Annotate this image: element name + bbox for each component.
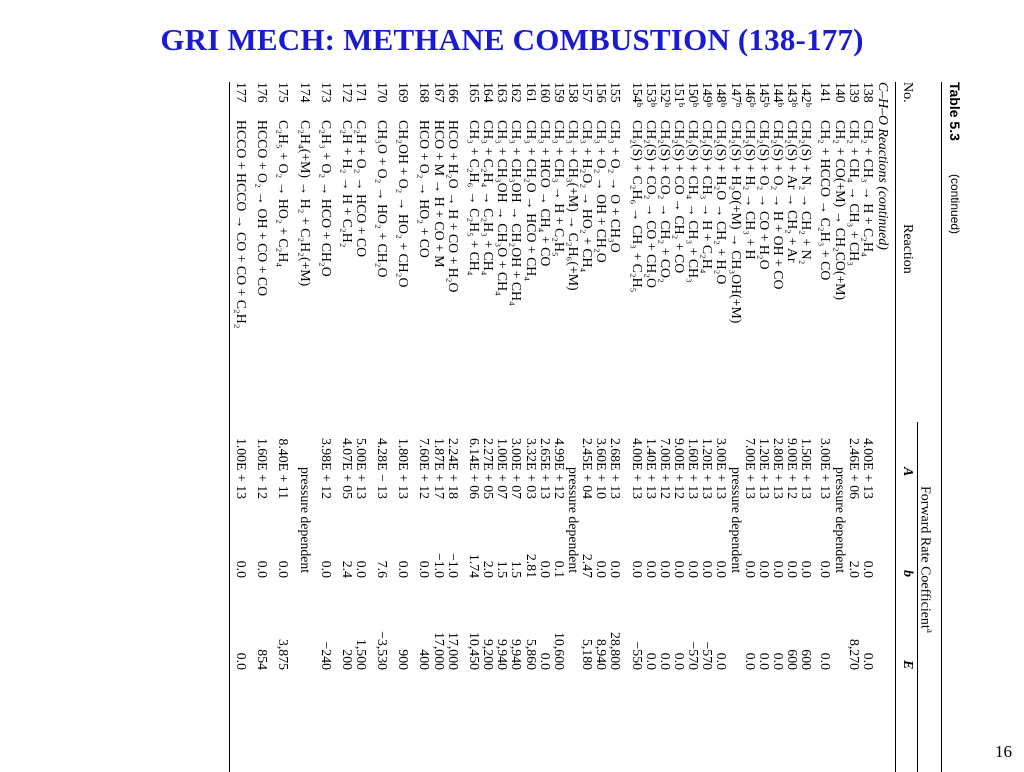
rotated-table [26, 82, 968, 772]
rate-coefficient-a: 7.60E + 12 [417, 437, 433, 499]
rate-coefficient-e: 0.0 [861, 652, 876, 670]
reaction-number: 139 [846, 82, 862, 103]
table-row [355, 82, 368, 772]
rate-coefficient-a: 4.28E − 13 [375, 437, 391, 499]
reaction-equation: C₂H + O₂ → HCO + CO [354, 120, 370, 258]
table-row [567, 82, 580, 772]
rate-coefficient-b: 7.6 [375, 560, 391, 578]
rate-coefficient-e: 28,800 [608, 632, 624, 670]
reaction-equation: CH₃ + C₂H₆ → C₂H₅ + CH₄ [467, 120, 482, 276]
table-row [610, 82, 623, 772]
rate-coefficient-e: 9,940 [509, 638, 525, 670]
rate-coefficient-a: 4.99E + 12 [551, 437, 567, 499]
rate-coefficient-b: 0.0 [354, 560, 370, 578]
rate-coefficient-a: 4.00E + 13 [629, 437, 645, 499]
reaction-equation: CH₃O + O₂ → HO₂ + CH₂O [375, 120, 391, 278]
reaction-equation: CH₃ + O₂ → OH + CH₂O [594, 120, 610, 263]
rate-coefficient-b: 0.0 [396, 560, 412, 578]
group-header-rule [917, 422, 918, 772]
rate-coefficient-e: 8,270 [846, 638, 862, 670]
rate-coefficient-a: 3.60E + 10 [594, 437, 610, 499]
rate-coefficient-e: 0.0 [771, 652, 787, 670]
reaction-equation: CH₂(S) + N₂ → CH₂ + N₂ [799, 120, 815, 265]
reaction-equation: C₂H₅ + O₂ → HO₂ + C₂H₄ [276, 120, 292, 268]
rate-coefficient-b: 1.5 [509, 560, 525, 578]
reaction-equation: CH₂(S) + C₂H₆ → CH₃ + C₂H₅ [629, 120, 645, 293]
table-row [800, 82, 813, 772]
rate-coefficient-b: −1.0 [445, 552, 461, 578]
table-row [496, 82, 509, 772]
rate-coefficient-b: 0.0 [785, 560, 801, 578]
rate-coefficient-b: 0.0 [861, 560, 876, 578]
rate-coefficient-b: 0.0 [756, 560, 772, 578]
rate-coefficient-b: 0.0 [629, 560, 645, 578]
table-row [299, 82, 312, 772]
table-row [278, 82, 291, 772]
reaction-number: 164 [481, 82, 497, 103]
reaction-equation: CH₂(S) + H₂O → CH₂ + H₂O [714, 120, 730, 285]
reaction-equation: CH₃ + H₂O₂ → HO₂ + CH₄ [580, 120, 596, 273]
table-row [553, 82, 566, 772]
page-number: 16 [995, 742, 1012, 761]
rate-coefficient-b: 0.0 [742, 560, 758, 578]
table-row [730, 82, 743, 772]
reaction-equation: CH₂(S) + Ar → CH₂ + Ar [785, 120, 801, 263]
rate-coefficient-a: 1.87E + 17 [431, 437, 447, 499]
rate-coefficient-a: 1.60E + 13 [686, 437, 702, 499]
reaction-equation: CH₃ + CH₃OH → CH₃O + CH₄ [495, 120, 511, 296]
section-label: C–H–O Reactions (continued) [876, 82, 891, 250]
rate-coefficient-e: 900 [396, 649, 412, 670]
table-row [820, 82, 833, 772]
table-row [848, 82, 861, 772]
table-row [256, 82, 269, 772]
rate-coefficient-a: 2.45E + 04 [580, 437, 596, 499]
reaction-number: 156 [594, 82, 610, 103]
rate-coefficient-e: 0.0 [234, 652, 250, 670]
table-row [659, 82, 672, 772]
reaction-number: 147ᵇ [728, 82, 744, 107]
reaction-equation: CH₂(S) + CO₂ → CO + CH₂O [643, 120, 659, 288]
reaction-equation: CH₂(S) + O₂ → H + OH + CO [771, 120, 787, 290]
rate-coefficient-e: −240 [318, 641, 334, 670]
table-row [758, 82, 771, 772]
rate-coefficient-b: 0.0 [537, 560, 553, 578]
rate-coefficient-a: 1.80E + 13 [396, 437, 412, 499]
rate-coefficient-b: 1.5 [495, 560, 511, 578]
reaction-number: 160 [537, 82, 553, 103]
rate-coefficient-a: 9.00E + 12 [672, 437, 687, 499]
rate-coefficient-e: 3,875 [276, 638, 292, 670]
rate-coefficient-e: 17,000 [431, 632, 447, 670]
rate-coefficient-b: 0.0 [700, 560, 716, 578]
rate-coefficient-e: 5,180 [580, 638, 596, 670]
rate-coefficient-e: 9,200 [481, 638, 497, 670]
rate-coefficient-b: 0.0 [417, 560, 433, 578]
rate-coefficient-b: 0.0 [255, 560, 271, 578]
rate-coefficient-a: 1.00E + 13 [234, 437, 250, 499]
reaction-equation: CH₃ + CH₃OH → CH₂OH + CH₄ [509, 120, 525, 306]
reaction-number: 176 [255, 82, 271, 103]
reaction-number: 158 [566, 82, 581, 103]
reaction-equation: CH₂ + HCCO → C₂H₃ + CO [818, 120, 834, 281]
reaction-equation: CH₃ + O₂ → O + CH₃O [608, 120, 624, 253]
table-row [320, 82, 333, 772]
rate-coefficient-e: 5,860 [523, 638, 539, 670]
table-row [631, 82, 644, 772]
reaction-number: 162 [509, 82, 525, 103]
pressure-dependent-note: pressure dependent [728, 467, 744, 574]
table-row [510, 82, 523, 772]
rate-coefficient-e: −550 [629, 641, 645, 670]
table-row [447, 82, 460, 772]
rate-coefficient-a: 1.20E + 13 [700, 437, 716, 499]
table-caption-number: Table 5.3 [947, 82, 963, 141]
rate-coefficient-b: 0.0 [594, 560, 610, 578]
rate-coefficient-e: 10,450 [467, 632, 482, 670]
rate-coefficient-b: 0.0 [714, 560, 730, 578]
reaction-number: 149ᵇ [700, 82, 716, 107]
reaction-number: 169 [396, 82, 412, 103]
top-rule [941, 82, 942, 772]
rate-coefficient-b: 0.0 [234, 560, 250, 578]
rate-coefficient-a: 2.46E + 06 [846, 437, 862, 499]
table-row [786, 82, 799, 772]
rate-coefficient-a: 1.40E + 13 [643, 437, 659, 499]
rate-coefficient-e: −570 [686, 641, 702, 670]
rate-coefficient-b: 0.0 [608, 560, 624, 578]
rate-coefficient-a: 8.40E + 11 [276, 438, 292, 499]
rate-coefficient-b: 1.74 [467, 553, 482, 578]
reaction-number: 163 [495, 82, 511, 103]
reaction-number: 151ᵇ [672, 82, 687, 107]
rate-coefficient-e: 600 [799, 649, 815, 670]
reaction-number: 171 [354, 82, 370, 103]
reaction-number: 146ᵇ [742, 82, 758, 107]
reaction-equation: HCO + H₂O → H + CO + H₂O [445, 120, 461, 293]
reaction-number: 168 [417, 82, 433, 103]
rate-coefficient-e: 0.0 [537, 652, 553, 670]
reaction-equation: C₂H₄(+M) → H₂ + C₂H₂(+M) [297, 120, 313, 287]
reaction-number: 177 [234, 82, 250, 103]
reaction-number: 145ᵇ [756, 82, 772, 107]
rate-coefficient-b: 0.0 [818, 560, 834, 578]
table-row [595, 82, 608, 772]
reaction-number: 140 [832, 82, 848, 103]
rate-coefficient-a: 3.00E + 13 [714, 437, 730, 499]
rate-coefficient-e: 1,500 [354, 638, 370, 670]
reaction-number: 174 [297, 82, 313, 103]
rate-coefficient-b: 0.0 [771, 560, 787, 578]
rate-coefficient-b: 2.0 [481, 560, 497, 578]
rate-coefficient-e: 17,000 [445, 632, 461, 670]
rate-coefficient-a: 2.80E + 13 [771, 437, 787, 499]
reaction-number: 138 [861, 82, 876, 103]
reaction-number: 148ᵇ [714, 82, 730, 107]
reaction-number: 167 [431, 82, 447, 103]
reaction-number: 161 [523, 82, 539, 103]
table-row [687, 82, 700, 772]
reaction-number: 155 [608, 82, 624, 103]
reaction-number: 141 [818, 82, 834, 103]
rate-coefficient-a: 3.32E + 03 [523, 437, 539, 499]
reaction-number: 152ᵇ [657, 82, 673, 107]
rate-coefficient-e: 0.0 [818, 652, 834, 670]
reaction-number: 153ᵇ [643, 82, 659, 107]
rate-coefficient-e: 8,940 [594, 638, 610, 670]
table-row [468, 82, 481, 772]
rate-coefficient-a: 2.68E + 13 [608, 437, 624, 499]
reaction-number: 144ᵇ [771, 82, 787, 107]
reaction-equation: CH₂(S) + CH₄ → CH₃ + CH₃ [686, 120, 702, 283]
rate-coefficient-e: 0.0 [643, 652, 659, 670]
rate-coefficient-a: 2.27E + 05 [481, 437, 497, 499]
rate-coefficient-b: 0.0 [318, 560, 334, 578]
table-row [581, 82, 594, 772]
reaction-equation: C₂H + H₂ → H + C₂H₂ [339, 120, 355, 248]
rate-coefficient-a: 1.60E + 12 [255, 437, 271, 499]
rate-coefficient-a: 2.65E + 13 [537, 437, 553, 499]
rate-coefficient-a: 3.00E + 07 [509, 437, 525, 499]
col-header-b: b [900, 570, 915, 577]
reaction-equation: C₂H₃ + O₂ → HCO + CH₂O [318, 120, 334, 277]
reaction-equation: CH₂(S) + H₂ → CH₃ + H [742, 120, 758, 260]
table-row [834, 82, 847, 772]
rate-coefficient-b: −1.0 [431, 552, 447, 578]
table-row [341, 82, 354, 772]
col-header-reaction: Reaction [900, 224, 915, 274]
rate-coefficient-e: 0.0 [672, 652, 687, 670]
reaction-equation: CH₂ + CH₄ → CH₃ + CH₃ [846, 120, 862, 266]
reaction-number: 166 [445, 82, 461, 103]
table-row [397, 82, 410, 772]
rate-coefficient-a: 9.00E + 12 [785, 437, 801, 499]
rate-coefficient-b: 2.0 [846, 560, 862, 578]
rate-coefficient-b: 0.0 [657, 560, 673, 578]
reaction-number: 170 [375, 82, 391, 103]
reaction-equation: CH₂(S) + CH₃ → H + C₂H₄ [700, 120, 716, 274]
reaction-equation: CH₂OH + O₂ → HO₂ + CH₂O [396, 120, 412, 288]
table-row [862, 82, 875, 772]
reaction-equation: CH₃ + CH₂O → HCO + CH₄ [523, 120, 539, 282]
slide-title: GRI MECH: METHANE COMBUSTION (138-177) [160, 22, 864, 57]
reaction-number: 159 [551, 82, 567, 103]
bottom-rule [229, 82, 230, 772]
table-row [525, 82, 538, 772]
reaction-number: 150ᵇ [686, 82, 702, 107]
reaction-equation: HCO + M → H + CO + M [431, 120, 447, 268]
reaction-equation: CH₃ + HCO → CH₄ + CO [537, 120, 553, 267]
table-row [539, 82, 552, 772]
reaction-equation: CH₃ + CH₃(+M) → C₂H₆(+M) [566, 120, 581, 291]
reaction-equation: HCO + O₂ → HO₂ + CO [417, 120, 433, 258]
reaction-number: 142ᵇ [799, 82, 815, 107]
rate-coefficient-a: 6.14E + 06 [467, 437, 482, 499]
rate-coefficient-b: 0.0 [672, 560, 687, 578]
rate-coefficient-b: 0.0 [643, 560, 659, 578]
reaction-equation: CH₂ + CH₃ → H + C₂H₄ [861, 120, 876, 257]
rate-coefficient-a: 7.00E + 13 [742, 437, 758, 499]
pressure-dependent-note: pressure dependent [297, 467, 313, 574]
rate-coefficient-a: 5.00E + 13 [354, 437, 370, 499]
rate-coefficient-a: 2.24E + 18 [445, 437, 461, 499]
rate-coefficient-a: 1.50E + 13 [799, 437, 815, 499]
rate-coefficient-b: 0.0 [686, 560, 702, 578]
rate-coefficient-b: 0.0 [276, 560, 292, 578]
reaction-number: 173 [318, 82, 334, 103]
col-header-no: No. [900, 82, 915, 103]
reaction-number: 172 [339, 82, 355, 103]
table-row [772, 82, 785, 772]
reaction-equation: CH₂(S) + H₂O(+M) → CH₃OH(+M) [728, 120, 744, 324]
reaction-number: 154ᵇ [629, 82, 645, 107]
reaction-equation: CH₃ + CH₃ → H + C₂H₅ [551, 120, 567, 257]
table-row [419, 82, 432, 772]
table-row [433, 82, 446, 772]
reaction-equation: CH₃ + C₂H₄ → C₂H₃ + CH₄ [481, 120, 497, 276]
rate-coefficient-e: 0.0 [756, 652, 772, 670]
table-row [716, 82, 729, 772]
rate-coefficient-a: 7.00E + 12 [657, 437, 673, 499]
rate-coefficient-e: −570 [700, 641, 716, 670]
rate-coefficient-b: 2.81 [523, 553, 539, 578]
rate-coefficient-a: 3.98E + 12 [318, 437, 334, 499]
table-row [673, 82, 686, 772]
table-caption-continued: (continued) [948, 174, 962, 235]
reaction-equation: CH₂(S) + CO → CH₂ + CO [672, 120, 687, 274]
table-row [482, 82, 495, 772]
reaction-equation: CH₂(S) + O₂ → CO + H₂O [756, 120, 772, 270]
reaction-number: 157 [580, 82, 596, 103]
rate-coefficient-b: 0.0 [799, 560, 815, 578]
rate-coefficient-a: 4.07E + 05 [339, 437, 355, 499]
rate-coefficient-e: 10,600 [551, 632, 567, 670]
reaction-number: 175 [276, 82, 292, 103]
header-rule [895, 82, 896, 772]
pressure-dependent-note: pressure dependent [832, 467, 848, 574]
rate-coefficient-e: 600 [785, 649, 801, 670]
reaction-number: 143ᵇ [785, 82, 801, 107]
rate-coefficient-b: 2.47 [580, 553, 596, 578]
group-header: Forward Rate Coefficient$^a$ [917, 486, 935, 633]
col-header-a: A [900, 467, 915, 477]
table-row [235, 82, 248, 772]
reaction-equation: CH₂(S) + CO₂ → CH₂ + CO₂ [657, 120, 673, 283]
table-row [376, 82, 389, 772]
reaction-equation: HCCO + HCCO → CO + CO + C₂H₂ [234, 120, 250, 329]
rate-coefficient-e: 200 [339, 649, 355, 670]
rate-coefficient-b: 2.4 [339, 560, 355, 578]
rate-coefficient-a: 1.00E + 07 [495, 437, 511, 499]
rate-coefficient-e: 0.0 [714, 652, 730, 670]
rate-coefficient-e: 0.0 [657, 652, 673, 670]
rate-coefficient-b: 0.1 [551, 560, 567, 578]
table-row [744, 82, 757, 772]
rate-coefficient-e: 854 [255, 649, 271, 670]
rate-coefficient-e: 400 [417, 649, 433, 670]
table-row [645, 82, 658, 772]
rate-coefficient-a: 1.20E + 13 [756, 437, 772, 499]
rate-coefficient-e: 9,940 [495, 638, 511, 670]
reaction-equation: HCCO + O₂ → OH + CO + CO [255, 120, 271, 297]
reaction-equation: CH₂ + CO(+M) → CH₂CO(+M) [832, 120, 848, 301]
rate-coefficient-a: 4.00E + 13 [861, 437, 876, 499]
table-row [701, 82, 714, 772]
reaction-number: 165 [467, 82, 482, 103]
rate-coefficient-e: −3,530 [375, 631, 391, 670]
rate-coefficient-a: 3.00E + 13 [818, 437, 834, 499]
pressure-dependent-note: pressure dependent [566, 467, 581, 574]
col-header-e: E [900, 660, 915, 670]
rate-coefficient-e: 0.0 [742, 652, 758, 670]
